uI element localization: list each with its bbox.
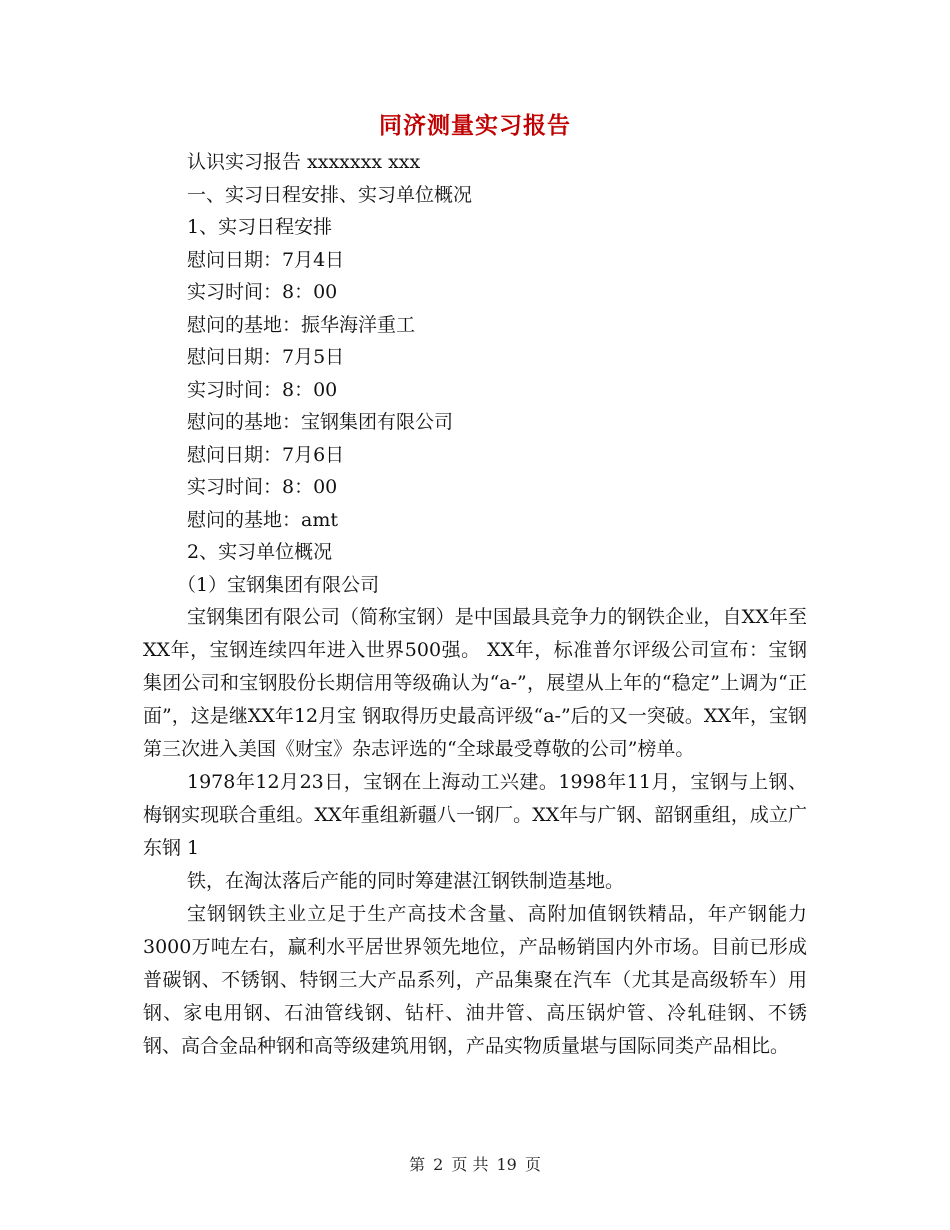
total-pages: 19 — [496, 1155, 517, 1174]
document-body — [143, 146, 807, 1063]
subsection-heading: 2、实习单位概况 — [187, 541, 333, 563]
visit-base: 慰问的基地：amt — [187, 508, 338, 531]
subsection-heading: 1、实习日程安排 — [187, 216, 333, 238]
page-footer — [0, 1152, 950, 1175]
visit-date: 慰问日期：7月4日 — [187, 248, 345, 271]
paragraph: 宝钢集团有限公司（简称宝钢）是中国最具竞争力的钢铁企业，自XX年至XX年，宝钢连续四年进入世界500强。 XX年，标准普尔评级公司宣布：宝钢集团公司和宝钢股份长期信用等级确认为“a-”，展望从上年的“稳定”上调为“正面”，这是继XX年12月宝 钢取得历史最高评级“a-”后的又一突破。XX年，宝钢第三次进入美国《财宝》杂志评选的“全球最受尊敬的公司”榜单。 — [143, 606, 807, 760]
document-title: 同济测量实习报告 — [379, 112, 571, 139]
visit-time: 实习时间：8：00 — [187, 476, 338, 498]
visit-base: 慰问的基地：振华海洋重工 — [187, 313, 416, 336]
visit-time: 实习时间：8：00 — [187, 378, 338, 401]
footer-middle: 页 共 — [451, 1155, 489, 1174]
visit-time: 实习时间：8：00 — [187, 281, 338, 303]
visit-date: 慰问日期：7月5日 — [187, 346, 345, 368]
paragraph: 宝钢钢铁主业立足于生产高技术含量、高附加值钢铁精品，年产钢能力3000万吨左右，赢利水平居世界领先地位，产品畅销国内外市场。目前已形成普碳钢、不锈钢、特钢三大产品系列，产品集聚在汽车（尤其是高级轿车）用钢、家电用钢、石油管线钢、钻杆、油井管、高压锅炉管、冷轧硅钢、不锈钢、高合金品种钢和高等级建筑用钢，产品实物质量堪与国际同类产品相比。 — [143, 903, 807, 1057]
visit-date: 慰问日期：7月6日 — [187, 443, 345, 466]
footer-suffix: 页 — [524, 1155, 541, 1174]
company-heading: （1）宝钢集团有限公司 — [177, 573, 380, 596]
section-heading: 一、实习日程安排、实习单位概况 — [187, 183, 473, 206]
footer-prefix: 第 — [409, 1155, 426, 1174]
page-number: 2 — [433, 1155, 444, 1174]
paragraph: 1978年12月23日，宝钢在上海动工兴建。1998年11月，宝钢与上钢、梅钢实现联合重组。XX年重组新疆八一钢厂。XX年与广钢、韶钢重组，成立广东钢 1 — [143, 771, 807, 859]
paragraph: 铁，在淘汰落后产能的同时筹建湛江钢铁制造基地。 — [187, 870, 625, 892]
report-heading: 认识实习报告 xxxxxxx xxx — [187, 151, 421, 173]
visit-base: 慰问的基地：宝钢集团有限公司 — [187, 411, 454, 433]
